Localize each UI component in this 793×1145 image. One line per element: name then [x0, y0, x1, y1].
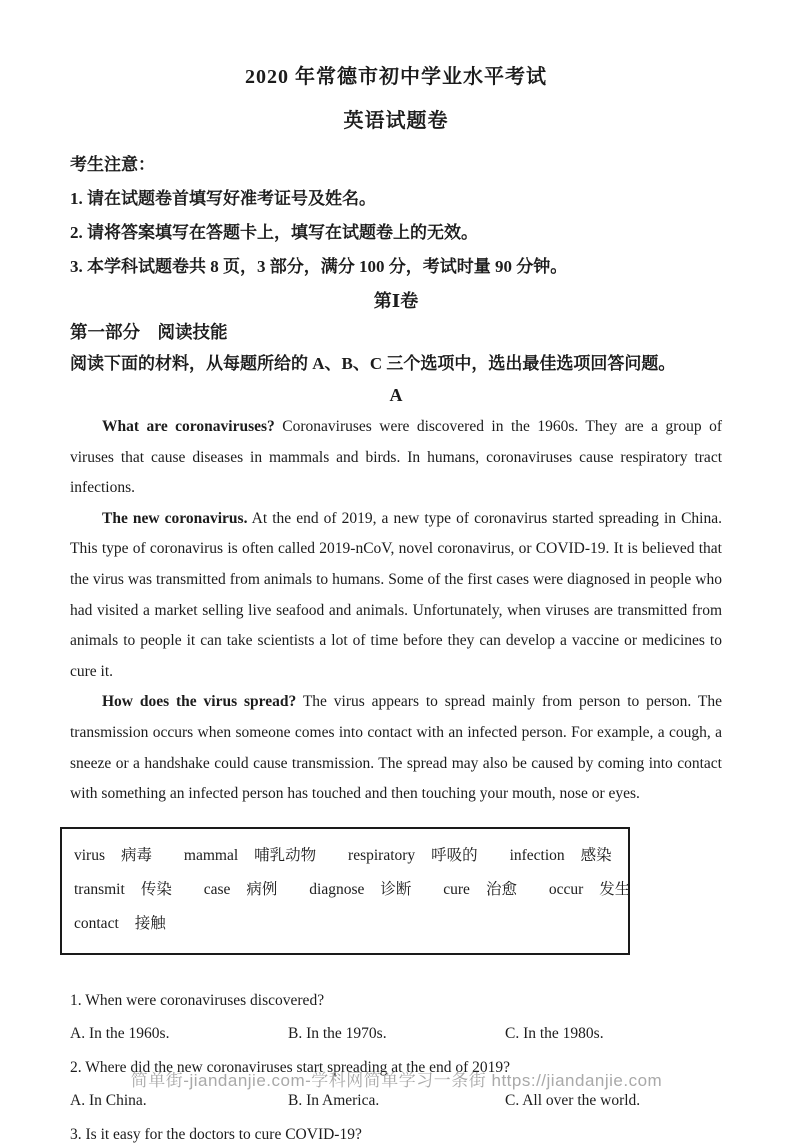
vocab-term: transmit [74, 880, 125, 898]
vocab-pair [74, 847, 152, 864]
vocab-translation: 哺乳动物 [254, 846, 317, 864]
doc-title: 2020 年常德市初中学业水平考试 [245, 66, 547, 88]
option-a: A. In the 1960s. [70, 1025, 170, 1043]
question-1-options [70, 1024, 722, 1044]
vocab-translation: 病毒 [121, 846, 153, 864]
option-c: C. All over the world. [505, 1092, 641, 1110]
vocab-row-3 [74, 907, 616, 941]
vocab-pair [549, 881, 630, 898]
vocab-term: cure [443, 880, 470, 898]
paragraph-lead: What are coronaviruses? [102, 418, 275, 435]
vocab-pair [309, 881, 411, 898]
doc-subtitle: 英语试题卷 [343, 110, 449, 132]
vocab-term: occur [548, 880, 584, 898]
vocab-pair [348, 847, 478, 864]
vocab-term: virus [74, 846, 105, 864]
vocab-translation: 发生 [599, 880, 631, 898]
vocab-translation: 感染 [580, 846, 612, 864]
vocab-pair [443, 881, 517, 898]
vocab-translation: 接触 [134, 914, 166, 932]
vocab-pair [74, 881, 172, 898]
notice-item-1: 1. 请在试题卷首填写好准考证号及姓名。 [70, 189, 376, 208]
option-b: B. In America. [288, 1092, 380, 1110]
notice-heading: 考生注意： [70, 155, 155, 174]
vocab-row-2 [74, 873, 631, 907]
passage-paragraph-1 [70, 412, 722, 504]
paragraph-text: At the end of 2019, a new type of coronavirus started spreading in China. This type of coronavirus is often called 2019-nCoV, novel coronavirus, or COVID-19. It is believed that the virus was transmitted from animals to humans. Some of the first cases were diagnosed in people who had visited a market selling live seafood and animals. Unfortunately, when viruses are transmitted from animals to people it can take scientists a lot of time before they can develop a vaccine or medicines to cure it. [70, 509, 722, 680]
site-watermark: 简单街-jiandanjie.com-学科网简单学习一条街 https://jiandanjie.com [130, 1071, 663, 1090]
paragraph-text: The virus appears to spread mainly from person to person. The transmission occurs when someone comes into contact with an infected person. For example, a cough, a sneeze or a handshake could cause transmission. The spread may also be caused by coming into contact with something an infected person has touched and then touching your mouth, nose or eyes. [70, 693, 722, 803]
paragraph-text: Coronaviruses were discovered in the 1960s. They are a group of viruses that cause diseases in mammals and birds. In humans, coronaviruses cause respiratory tract infections. [70, 418, 722, 497]
option-a: A. In China. [70, 1092, 147, 1110]
passage-paragraph-2 [70, 504, 722, 688]
reading-passage [70, 412, 722, 810]
question-2-options [70, 1091, 722, 1111]
vocab-pair [184, 847, 316, 864]
vocab-translation: 传染 [140, 880, 172, 898]
vocab-translation: 诊断 [380, 880, 412, 898]
vocab-term: infection [509, 846, 565, 864]
paragraph-lead: How does the virus spread? [102, 693, 297, 711]
vocab-term: contact [74, 914, 119, 932]
option-b: B. In the 1970s. [288, 1025, 387, 1043]
part-heading: 第一部分 阅读技能 [70, 322, 228, 342]
vocab-term: case [203, 880, 231, 898]
notice-item-2: 2. 请将答案填写在答题卡上，填写在试题卷上的无效。 [70, 223, 478, 242]
notice-item-3: 3. 本学科试题卷共 8 页，3 部分，满分 100 分，考试时量 90 分钟。 [70, 257, 568, 276]
volume-heading: 第Ⅰ卷 [373, 291, 419, 311]
vocab-term: diagnose [309, 880, 365, 898]
paragraph-lead: The new coronavirus. [102, 509, 248, 527]
question-2: 2. Where did the new coronaviruses start spreading at the end of 2019? [70, 1058, 511, 1076]
passage-paragraph-3 [70, 687, 722, 809]
vocab-translation: 治愈 [485, 880, 517, 898]
vocab-translation: 呼吸的 [431, 846, 478, 864]
vocab-pair [510, 847, 612, 864]
question-3: 3. Is it easy for the doctors to cure COVID-19? [70, 1125, 362, 1143]
part-instruction: 阅读下面的材料，从每题所给的 A、B、C 三个选项中，选出最佳选项回答问题。 [70, 354, 676, 373]
vocab-pair [204, 881, 278, 898]
option-c: C. In the 1980s. [505, 1025, 604, 1043]
vocab-translation: 病例 [246, 880, 278, 898]
section-label-a: A [389, 385, 403, 405]
vocab-term: mammal [183, 846, 239, 864]
vocab-pair [74, 915, 166, 932]
vocab-term: respiratory [348, 846, 416, 864]
vocab-row-1 [74, 839, 616, 873]
question-1: 1. When were coronaviruses discovered? [70, 991, 325, 1009]
vocabulary-box [60, 827, 630, 955]
